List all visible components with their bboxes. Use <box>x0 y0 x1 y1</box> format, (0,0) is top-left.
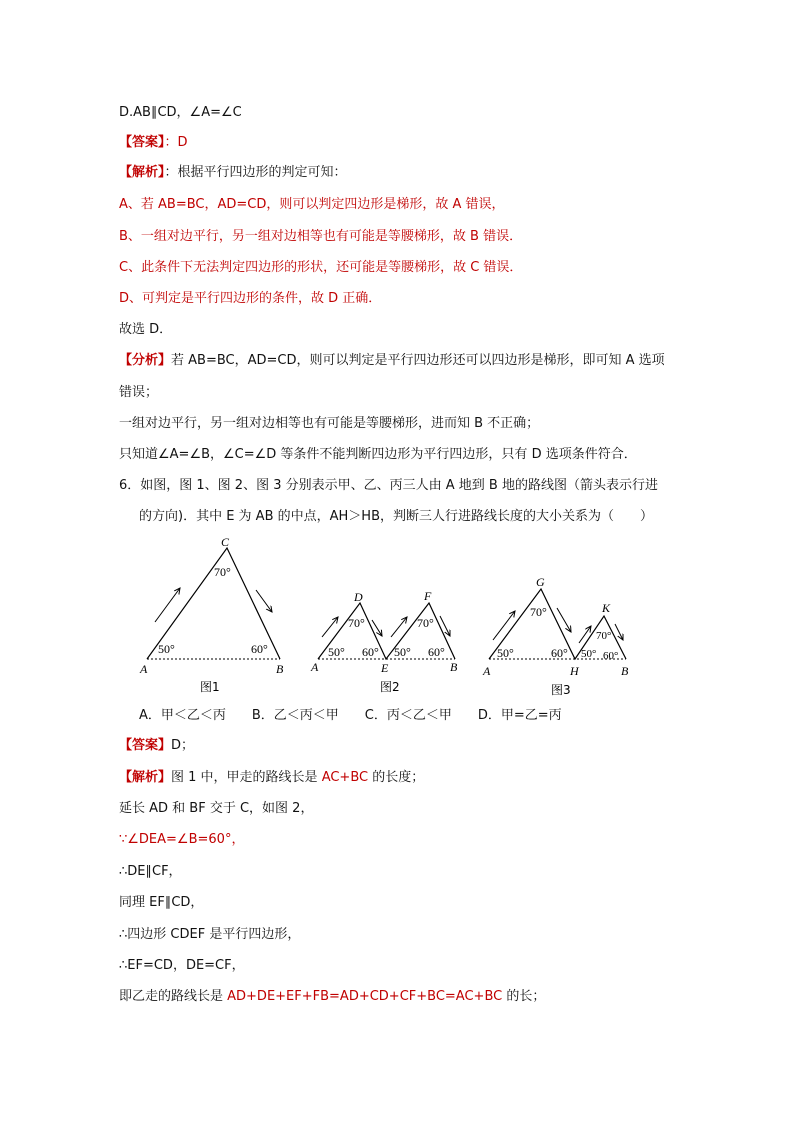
fig3-label-h: H <box>570 664 579 678</box>
analysis-b-line: B、一组对边平行，另一组对边相等也有可能是等腰梯形，故 B 错误． <box>119 229 523 244</box>
analysis-tag-2: 【解析】 <box>119 770 172 785</box>
figure-3 <box>482 575 629 678</box>
solution-7c: 的长； <box>502 989 546 1004</box>
answer-text-2: D； <box>171 738 195 753</box>
fig2-caption: 图2 <box>380 680 400 694</box>
solution-line-4: 同理 EF∥CD， <box>119 895 204 910</box>
fig3-label-g: G <box>536 575 545 589</box>
fig3-caption: 图3 <box>551 683 571 697</box>
fig2-angle-2: 60° <box>362 645 379 659</box>
fig3-label-k: K <box>602 601 611 615</box>
fig2-angle-5: 70° <box>348 616 365 630</box>
solution-line-3: ∴DE∥CF， <box>119 864 182 879</box>
fig1-label-c: C <box>221 535 230 549</box>
options-line: A．甲＜乙＜丙 B．乙＜丙＜甲 C．丙＜乙＜甲 D．甲=乙=丙 <box>139 708 562 723</box>
analysis-c-line: C、此条件下无法判定四边形的形状，还可能是等腰梯形，故 C 错误． <box>119 260 523 275</box>
fig3-angle-2: 60° <box>551 646 568 660</box>
fig2-angle-1: 50° <box>328 645 345 659</box>
answer-tag-2: 【答案】 <box>119 738 172 753</box>
fig2-angle-6: 70° <box>417 616 434 630</box>
fenxi-line-2: 错误； <box>119 385 159 400</box>
figure-1 <box>139 535 284 676</box>
fenxi-line-4: 只知道∠A=∠B，∠C=∠D 等条件不能判断四边形为平行四边形，只有 D 选项条件符合． <box>119 447 637 462</box>
solution-7a: 即乙走的路线长是 <box>119 989 228 1004</box>
fenxi-line-3: 一组对边平行，另一组对边相等也有可能是等腰梯形，进而知 B 不正确； <box>119 416 540 431</box>
fig2-label-f: F <box>424 589 432 603</box>
fig3-label-a: A <box>483 664 491 678</box>
answer-line-2 <box>119 737 194 755</box>
fig3-angle-1: 50° <box>497 646 514 660</box>
fig3-angle-3: 50° <box>581 648 597 660</box>
fig2-angle-4: 60° <box>428 645 445 659</box>
analysis-d-line: D、可判定是平行四边形的条件，故 D 正确． <box>119 291 382 306</box>
fenxi-line-1 <box>119 352 665 370</box>
fig2-label-e: E <box>381 661 389 675</box>
fenxi-tag: 【分析】 <box>119 353 172 368</box>
solution-7b: AD+DE+EF+FB=AD+CD+CF+BC=AC+BC <box>227 989 503 1004</box>
solution-line-1: 延长 AD 和 BF 交于 C，如图 2， <box>119 801 314 816</box>
route-figures <box>138 533 648 703</box>
fig2-angle-3: 50° <box>394 645 411 659</box>
fig3-angle-5: 70° <box>530 605 547 619</box>
fig3-angle-6: 70° <box>596 630 612 642</box>
analysis-line-1 <box>119 164 347 182</box>
analysis-line-2 <box>119 769 424 787</box>
analysis-text-2: 图 1 中，甲走的路线长是 <box>171 770 322 785</box>
analysis-end-2: 的长度； <box>368 770 425 785</box>
fig1-label-b: B <box>276 662 284 676</box>
choose-line: 故选 D． <box>119 322 173 337</box>
analysis-red-2: AC+BC <box>321 770 369 785</box>
question-6-line-1: 6．如图，图 1、图 2、图 3 分别表示甲、乙、丙三人由 A 地到 B 地的路线图（箭头表示行进 <box>119 478 658 493</box>
fig1-angle-a: 50° <box>158 642 175 656</box>
solution-line-7 <box>119 988 545 1006</box>
option-d-line: D.AB∥CD，∠A=∠C <box>119 105 242 120</box>
fenxi-text: 若 AB=BC，AD=CD，则可以判定是平行四边形还可以四边形是梯形，即可知 A 选项 <box>171 353 665 368</box>
answer-line-1 <box>119 134 188 152</box>
fig1-caption: 图1 <box>200 680 220 694</box>
solution-line-5: ∴四边形 CDEF 是平行四边形， <box>119 927 301 942</box>
figure-2 <box>310 589 458 675</box>
analysis-a-line: A、若 AB=BC，AD=CD，则可以判定四边形是梯形，故 A 错误， <box>119 197 505 212</box>
fig3-angle-4: 60° <box>603 650 619 662</box>
fig1-angle-b: 60° <box>251 642 268 656</box>
fig2-label-a: A <box>311 660 319 674</box>
fig1-label-a: A <box>140 662 148 676</box>
fig3-label-b: B <box>621 664 629 678</box>
fig2-label-b: B <box>450 660 458 674</box>
fig1-angle-c: 70° <box>214 565 231 579</box>
answer-tag: 【答案】 <box>119 135 165 150</box>
answer-text: ：D <box>164 135 188 150</box>
fig2-label-d: D <box>354 590 363 604</box>
solution-line-6: ∴EF=CD，DE=CF， <box>119 958 245 973</box>
solution-line-2: ∵∠DEA=∠B=60°， <box>119 832 245 847</box>
analysis-text: ：根据平行四边形的判定可知： <box>164 165 347 180</box>
analysis-tag: 【解析】 <box>119 165 165 180</box>
question-6-line-2: 的方向)．其中 E 为 AB 的中点，AH＞HB，判断三人行进路线长度的大小关系为（ ） <box>139 509 653 524</box>
